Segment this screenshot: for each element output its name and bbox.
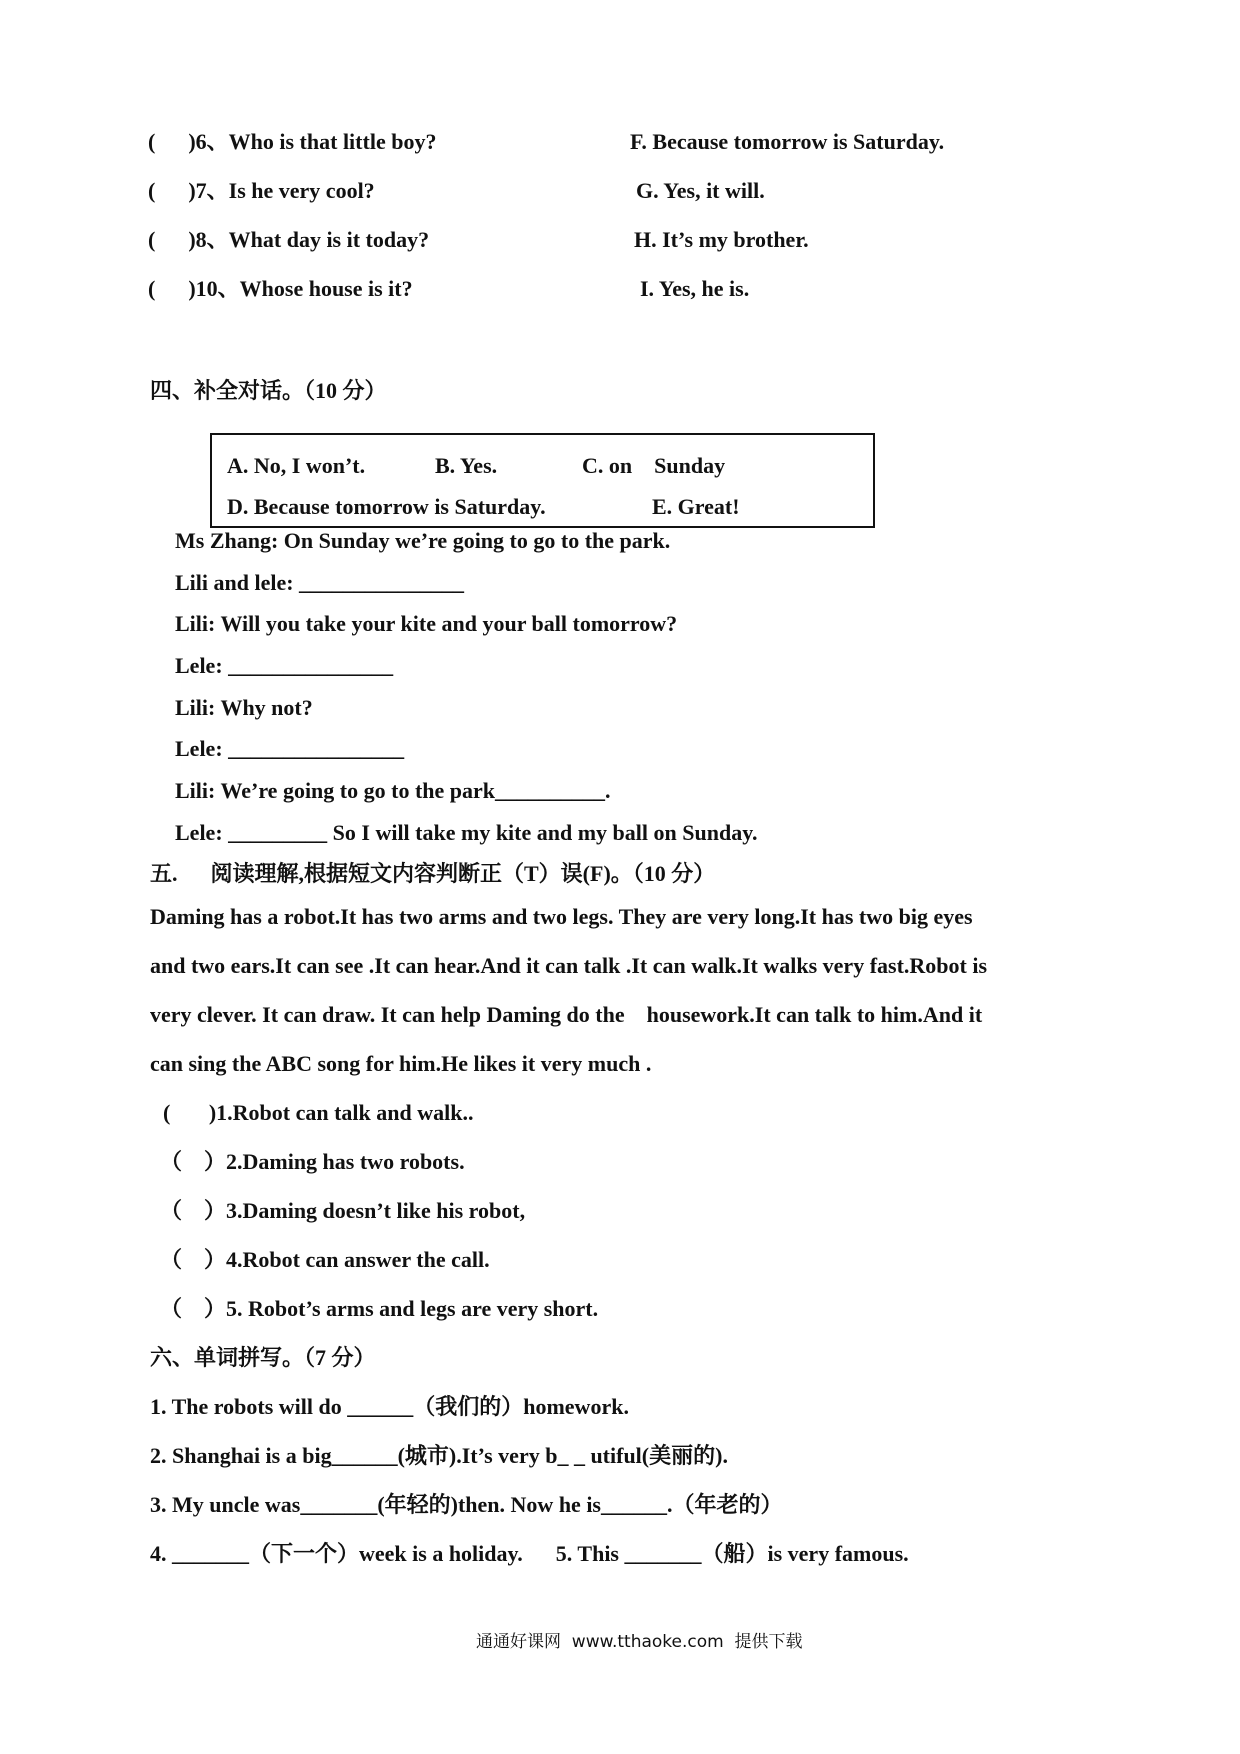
passage-line: very clever. It can draw. It can help Daming do the housework.It can talk to him.And it (150, 1002, 983, 1027)
option-c: C. on Sunday (582, 453, 726, 478)
matching-right-g: G. Yes, it will. (636, 178, 765, 203)
dialogue-line: Lili: Why not? (175, 695, 313, 720)
passage-line: Daming has a robot.It has two arms and two legs. They are very long.It has two big eyes (150, 904, 973, 929)
tf-question: （ ）3.Daming doesn’t like his robot, (160, 1198, 526, 1223)
passage-line: can sing the ABC song for him.He likes it very much . (150, 1051, 652, 1076)
dialogue-line: Lili and lele: _______________ (175, 570, 465, 595)
option-d: D. Because tomorrow is Saturday. (227, 494, 546, 519)
tf-question: （ ）2.Daming has two robots. (160, 1149, 465, 1174)
section4-heading: 四、补全对话。（10 分） (150, 378, 387, 403)
matching-right-i: I. Yes, he is. (640, 276, 750, 301)
dialogue-line: Lele: _______________ (175, 653, 394, 678)
dialogue-line: Ms Zhang: On Sunday we’re going to go to the park. (175, 528, 671, 553)
footer-text: 通通好课网 www.tthaoke.com 提供下载 (476, 1632, 803, 1652)
matching-right-h: H. It’s my brother. (634, 227, 809, 252)
spelling-item: 1. The robots will do ______（我们的）homework. (150, 1394, 629, 1419)
passage-line: and two ears.It can see .It can hear.And it can talk .It can walk.It walks very fast.Robot is (150, 953, 988, 978)
matching-left-10: ( )10、Whose house is it? (148, 276, 413, 301)
dialogue-line: Lele: ________________ (175, 736, 405, 761)
spelling-item: 4. _______（下一个）week is a holiday. 5. This _______（船）is very famous. (150, 1541, 909, 1566)
tf-question: ( )1.Robot can talk and walk.. (163, 1100, 474, 1125)
spelling-item: 2. Shanghai is a big______(城市).It’s very b_ _ utiful(美丽的). (150, 1443, 728, 1468)
section6-heading: 六、单词拼写。（7 分） (150, 1345, 376, 1370)
option-a: A. No, I won’t. (227, 453, 366, 478)
spelling-item: 3. My uncle was_______(年轻的)then. Now he is______.（年老的） (150, 1492, 783, 1517)
dialogue-line: Lili: Will you take your kite and your ball tomorrow? (175, 611, 678, 636)
matching-left-7: ( )7、Is he very cool? (148, 178, 375, 203)
dialogue-line: Lili: We’re going to go to the park__________. (175, 778, 611, 803)
dialogue-line: Lele: _________ So I will take my kite and my ball on Sunday. (175, 820, 758, 845)
option-e: E. Great! (652, 494, 740, 519)
tf-question: （ ）4.Robot can answer the call. (160, 1247, 490, 1272)
option-b: B. Yes. (435, 453, 498, 478)
matching-left-6: ( )6、Who is that little boy? (148, 129, 437, 154)
section5-heading: 五. 阅读理解,根据短文内容判断正（T）误(F)。（10 分） (150, 861, 716, 886)
matching-left-8: ( )8、What day is it today? (148, 227, 430, 252)
matching-right-f: F. Because tomorrow is Saturday. (630, 129, 945, 154)
tf-question: （ ）5. Robot’s arms and legs are very short. (160, 1296, 599, 1321)
